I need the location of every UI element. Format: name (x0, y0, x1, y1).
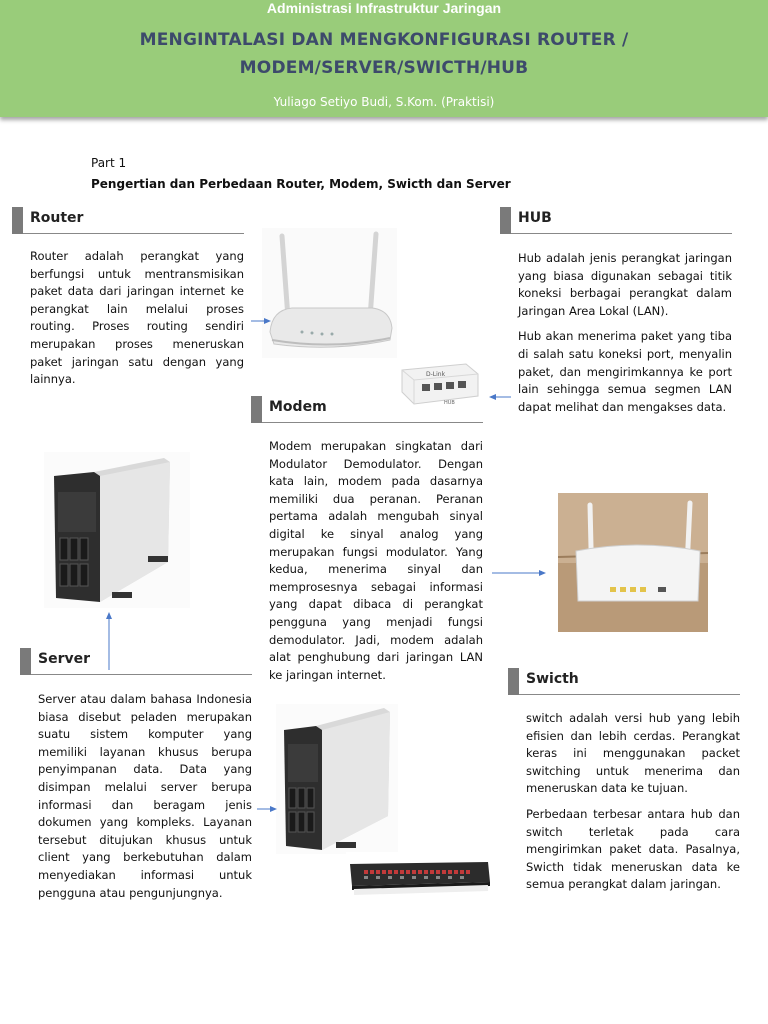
section-underline (31, 674, 252, 675)
hub-image-label: HUB (444, 400, 455, 406)
switch-title: Swicth (526, 671, 579, 687)
hub-brand-text: D-Link (426, 371, 446, 378)
server-description (38, 691, 252, 910)
section-bar (500, 207, 511, 234)
section-bar (12, 207, 23, 234)
page-title-line1: MENGINTALASI DAN MENGKONFIGURASI ROUTER / (139, 30, 629, 50)
switch-text-1: switch adalah versi hub yang lebih efisien dan lebih cerdas. Perangkat keras ini menggunakan packet switching untuk menerima dan meneruskan data ke tujuan. (526, 711, 740, 796)
switch-image (346, 852, 492, 920)
server-image (44, 452, 190, 608)
server-text: Server atau dalam bahasa Indonesia biasa disebut peladen merupakan suatu sistem komputer yang memiliki layanan khusus berupa penyimpanan data. Data yang disimpan melalui server berupa informasi dan beragam jenis dokumen yang kompleks. Layanan tersebut ditujukan khusus untuk client yang berkebutuhan dalam menyediakan informasi untuk pengguna atau pengunjungnya. (38, 692, 252, 900)
subtitle: Pengertian dan Perbedaan Router, Modem, Swicth dan Server (91, 177, 511, 191)
hub-text-1: Hub adalah jenis perangkat jaringan yang biasa digunakan sebagai titik koneksi berbagai perangkat dalam Jaringan Area Lokal (LAN). (518, 251, 732, 318)
part-label: Part 1 (91, 156, 127, 170)
author: Yuliago Setiyo Budi, S.Kom. (Praktisi) (273, 95, 495, 109)
header-banner (0, 0, 768, 117)
modem-title: Modem (269, 399, 327, 415)
section-bar (20, 648, 31, 675)
server-heading (20, 648, 252, 674)
section-underline (519, 694, 740, 695)
hub-description (518, 250, 732, 424)
page-title-line2: MODEM/SERVER/SWICTH/HUB (239, 58, 529, 78)
router-description (30, 248, 244, 397)
router-text: Router adalah perangkat yang berfungsi untuk mentransmisikan paket data dari jaringan internet ke perangkat lain melalui proses routing. Proses routing sendiri merupakan proses meneruskan paket jaringan satu dengan yang lainnya. (30, 249, 244, 387)
server-title: Server (38, 651, 91, 667)
hub-title: HUB (518, 210, 552, 226)
org-name: Administrasi Infrastruktur Jaringan (266, 0, 502, 16)
router-image (262, 228, 397, 358)
modem-text: Modem merupakan singkatan dari Modulator Demodulator. Dengan kata lain, modem pada dasarnya memiliki dua peranan. Peranan pertama adalah mengubah sinyal digital ke sinyal analog yang merupakan fungsi modulator. Yang kedua, menerima sinyal dan memprosesnya sebagai informasi yang dapat dibaca di perangkat pengguna yang menjadi fungsi demodulator. Jadi, modem adalah alat penghubung dari jaringan LAN ke jaringan internet. (269, 439, 483, 682)
section-bar (508, 668, 519, 695)
section-underline (23, 233, 244, 234)
modem-image (558, 493, 708, 632)
modem-heading (251, 396, 483, 422)
arrow-icon (489, 392, 511, 402)
router-heading (12, 207, 244, 233)
server-image-2 (276, 704, 398, 854)
router-title: Router (30, 210, 84, 226)
hub-text-2: Hub akan menerima paket yang tiba di salah satu koneksi port, menyalin paket, dan mengirimkannya ke port lain sehingga semua segmen LAN dapat melihat dan mengakses data. (518, 329, 732, 414)
arrow-icon (257, 804, 277, 814)
section-underline (262, 422, 483, 423)
section-bar (251, 396, 262, 423)
modem-description (269, 438, 483, 692)
hub-heading (500, 207, 732, 233)
switch-heading (508, 668, 740, 694)
arrow-icon (492, 568, 546, 578)
switch-text-2: Perbedaan terbesar antara hub dan switch terletak pada cara mengirimkan paket data. Pasalnya, Swicth tidak meneruskan data ke semua perangkat dalam jaringan. (526, 806, 740, 892)
switch-description (526, 710, 740, 902)
arrow-icon (251, 316, 271, 326)
section-underline (511, 233, 732, 234)
